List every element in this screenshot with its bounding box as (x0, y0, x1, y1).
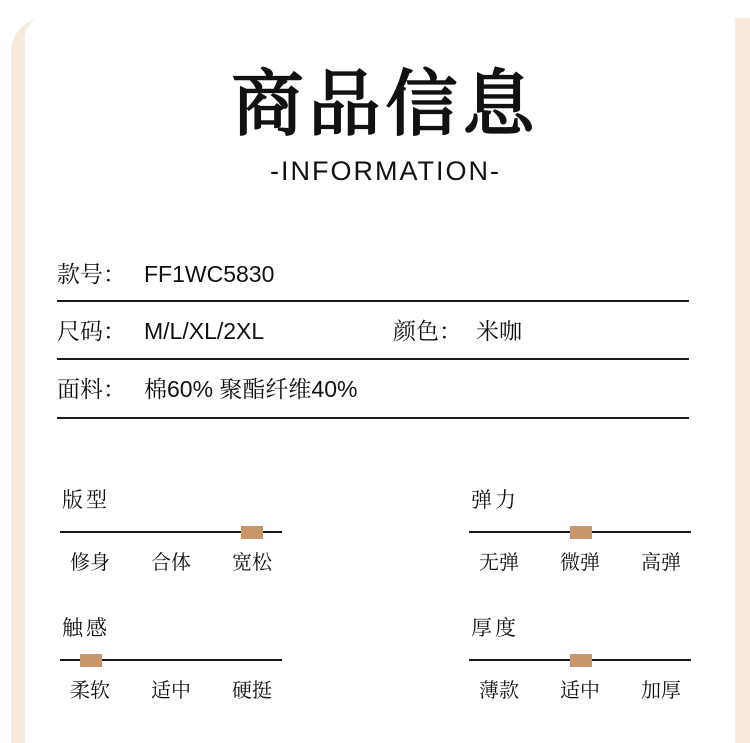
info-field (57, 261, 274, 288)
scale-marker (570, 526, 592, 539)
field-value: FF1WC5830 (144, 261, 275, 287)
scale-options (469, 546, 691, 575)
scale-option: 硬挺 (232, 680, 272, 702)
scale-option: 高弹 (641, 552, 681, 574)
info-row-size-color (57, 318, 689, 346)
scale-option: 柔软 (70, 680, 110, 702)
info-field (393, 318, 522, 345)
divider-line (57, 358, 689, 360)
scale-options (60, 546, 282, 575)
field-value: 米咖 (476, 318, 522, 344)
attribute-label: 版型 (62, 489, 110, 512)
attribute-scale (469, 526, 691, 539)
attribute-label: 厚度 (471, 617, 519, 640)
attribute-scale (60, 526, 282, 539)
field-label: 款号： (57, 261, 126, 287)
attribute-label: 触感 (62, 617, 110, 640)
info-row-fabric (57, 376, 689, 404)
scale-option: 加厚 (641, 680, 681, 702)
scale-option: 微弹 (560, 552, 600, 574)
scale-marker (570, 654, 592, 667)
page-title: 商品信息 (231, 65, 540, 145)
page-subtitle: -INFORMATION- (270, 156, 501, 186)
divider-line (57, 300, 689, 302)
scale-options (60, 674, 282, 703)
field-label: 颜色： (393, 318, 462, 344)
scale-option: 修身 (70, 552, 110, 574)
attribute-label: 弹力 (471, 489, 519, 512)
divider-line (57, 417, 689, 419)
scale-options (469, 674, 691, 703)
scale-marker (241, 526, 263, 539)
info-field (57, 318, 264, 345)
scale-option: 薄款 (479, 680, 519, 702)
field-label: 面料： (57, 376, 126, 402)
scale-marker (80, 654, 102, 667)
field-value: 棉60% 聚酯纤维40% (144, 376, 358, 402)
scale-option: 合体 (151, 552, 191, 574)
scale-option: 宽松 (232, 552, 272, 574)
info-field (57, 376, 357, 403)
info-row-style-number (57, 261, 689, 289)
field-value: M/L/XL/2XL (144, 318, 265, 344)
attribute-scale (469, 654, 691, 667)
field-label: 尺码： (57, 318, 126, 344)
scale-option: 无弹 (479, 552, 519, 574)
attribute-scale (60, 654, 282, 667)
scale-option: 适中 (151, 680, 191, 702)
scale-option: 适中 (560, 680, 600, 702)
